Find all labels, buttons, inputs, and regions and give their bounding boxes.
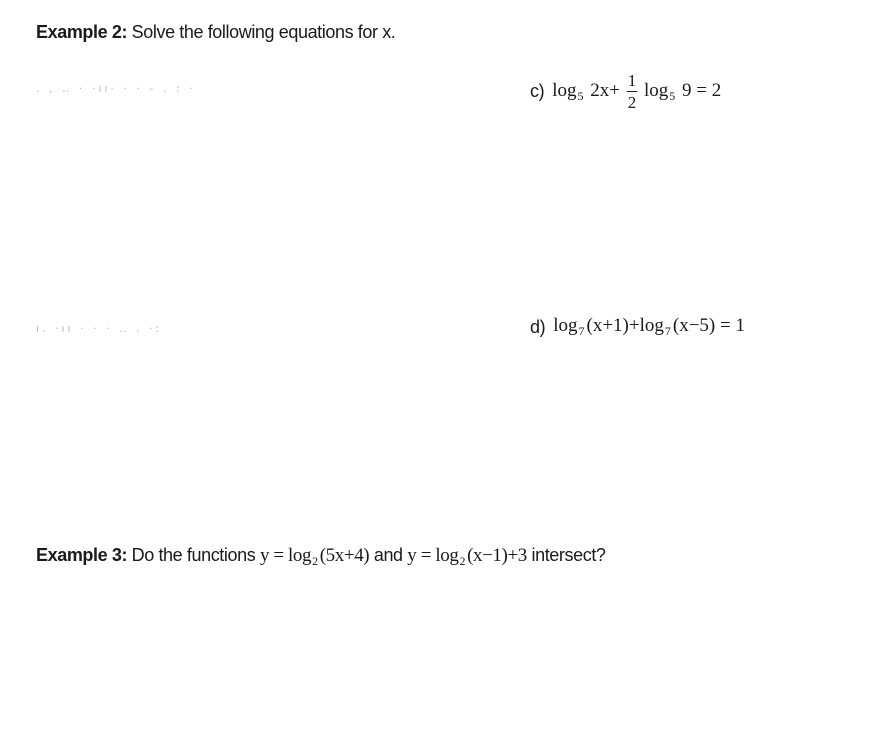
function-1-lhs: y = log <box>259 545 312 566</box>
example-3-heading <box>36 545 606 569</box>
equation-c-fraction <box>627 72 638 111</box>
example-3-text-3: intersect? <box>526 545 606 565</box>
equation-d-base-2: 7 <box>664 324 671 338</box>
function-2-lhs: y = log <box>407 545 459 566</box>
example-3-text-2: and <box>369 545 408 565</box>
function-1-base: 2 <box>312 554 318 568</box>
example-3-text-1: Do the functions <box>127 545 260 565</box>
function-2-base: 2 <box>459 554 466 568</box>
function-1 <box>260 545 369 566</box>
erased-item-a-marks: . , ‥ · ·ıı· · · - . : · <box>36 82 196 95</box>
equation-d-expression <box>553 315 745 339</box>
equation-c-argument-1: 2x+ <box>590 79 620 101</box>
example-2-instruction: Solve the following equations for x. <box>127 22 396 42</box>
equation-c-expression <box>552 72 721 111</box>
equation-c-log-2: log <box>643 79 669 101</box>
equation-d-argument-1: (x+1)+ <box>586 315 640 336</box>
equation-c-label: c) <box>530 81 545 101</box>
example-2-heading <box>36 22 395 43</box>
equation-c-base-2: 5 <box>669 88 676 103</box>
equation-d <box>530 315 745 339</box>
equation-c <box>530 72 721 111</box>
equation-d-base-1: 7 <box>578 324 585 338</box>
example-3-label: Example 3: <box>36 545 128 565</box>
example-2-label: Example 2: <box>36 22 128 42</box>
equation-d-rest: (x−5) = 1 <box>672 315 745 336</box>
function-2-argument: (x−1)+3 <box>467 545 527 566</box>
equation-d-log-1: log <box>553 315 578 336</box>
function-1-argument: (5x+4) <box>319 545 370 566</box>
equation-d-label: d) <box>530 316 546 337</box>
erased-item-b-marks: ı. ·ıı · · · ‥ . ·: <box>36 322 163 335</box>
equation-c-base-1: 5 <box>577 88 584 103</box>
fraction-denominator: 2 <box>627 93 637 112</box>
equation-d-log-2: log <box>639 315 664 336</box>
equation-c-rest: 9 = 2 <box>681 79 722 101</box>
fraction-numerator: 1 <box>627 71 637 90</box>
equation-c-log-1: log <box>552 79 577 101</box>
function-2 <box>407 545 527 566</box>
